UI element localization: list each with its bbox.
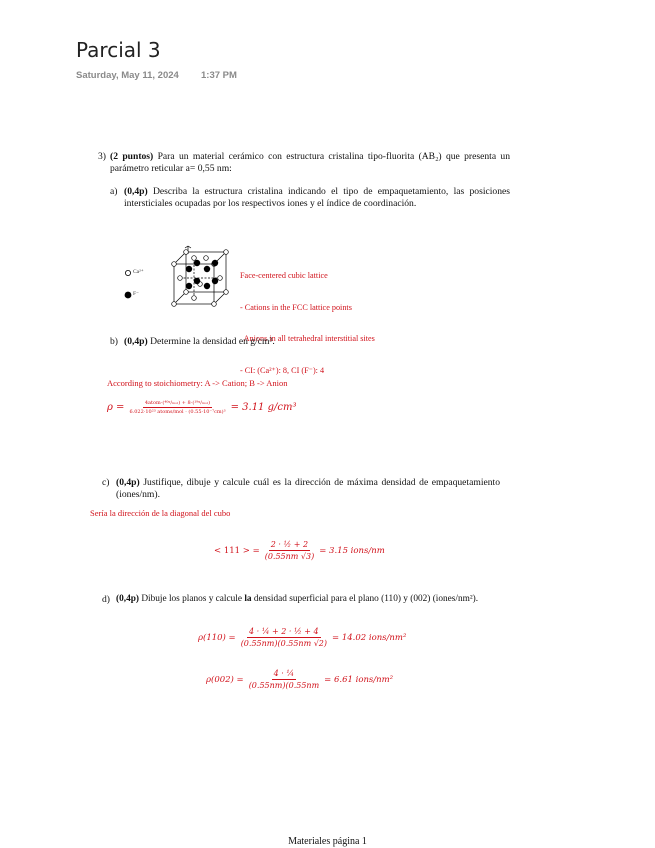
part-c-points: (0,4p): [116, 477, 140, 488]
unit-cell-drawing: [122, 244, 240, 316]
planar-density-002-equation: [206, 669, 393, 690]
planar-density-110-fraction: [239, 627, 329, 648]
figure-note-1: Face-centered cubic lattice: [240, 271, 328, 280]
density-lhs: ρ =: [107, 402, 125, 413]
part-a-label: a): [110, 186, 118, 197]
linear-density-fraction: [263, 540, 317, 561]
part-c-label: c): [102, 477, 110, 488]
part-a-points: (0,4p): [124, 186, 148, 197]
page-title: Parcial 3: [76, 38, 161, 62]
page-date: Saturday, May 11, 2024: [76, 70, 179, 81]
linear-density-lhs: < 111 > =: [214, 545, 260, 556]
planar-density-110-lhs: ρ(110) =: [198, 632, 236, 643]
linear-density-equation: [214, 540, 385, 561]
problem-points: (2 puntos): [110, 151, 154, 162]
planar-density-002-numerator: 4 · ¼: [273, 669, 295, 678]
planar-density-110-denominator: (0.55nm)(0.55nm √2): [240, 639, 328, 648]
part-d-label: d): [102, 594, 110, 605]
legend-anion-icon: [125, 292, 132, 299]
linear-density-result: = 3.15 ions/nm: [319, 545, 385, 556]
figure-notes: [240, 250, 375, 387]
planar-density-002-fraction: [247, 669, 321, 690]
fluorite-unit-cell-figure: [122, 244, 240, 316]
planar-density-002-lhs: ρ(002) =: [206, 674, 244, 685]
page-time: 1:37 PM: [201, 70, 237, 81]
stoichiometry-note: According to stoichiometry: A -> Cation; B -> Anion: [107, 378, 288, 388]
planar-density-110-equation: [198, 627, 406, 648]
density-result: = 3.11 g/cm³: [230, 402, 297, 413]
density-equation: [107, 400, 296, 415]
figure-note-2: - Cations in the FCC lattice points: [240, 302, 352, 312]
legend-cation-label: Ca²⁺: [133, 269, 144, 275]
part-c-question: [116, 477, 500, 500]
planar-density-002-result: = 6.61 ions/nm²: [324, 674, 394, 685]
planar-density-002-denominator: (0.55nm)(0.55nm: [248, 681, 320, 690]
part-d-text-bold: la: [244, 594, 252, 604]
part-a-text: Describa la estructura cristalina indicando el tipo de empaquetamiento, las posiciones intersticiales ocupadas por los respectivos iones y el índice de coordinación.: [124, 186, 510, 209]
direction-note: Sería la dirección de la diagonal del cubo: [90, 508, 231, 518]
planar-density-110-result: = 14.02 ions/nm²: [332, 632, 407, 643]
legend-cation-icon: [125, 270, 130, 275]
linear-density-denominator: (0.55nm √3): [264, 552, 315, 561]
problem-number: 3): [98, 151, 106, 162]
part-b-question: [124, 336, 275, 348]
figure-note-3: Anions in all tetrahedral interstitial sites: [240, 334, 375, 343]
problem-statement: [110, 151, 510, 174]
planar-density-110-numerator: 4 · ¼ + 2 · ½ + 4: [249, 627, 319, 636]
part-d-question: [116, 594, 478, 606]
part-d-text-pre: Dibuje los planos y calcule: [141, 594, 245, 604]
part-b-label: b): [110, 336, 118, 347]
density-fraction: [127, 400, 227, 415]
problem-text: Para un material cerámico con estructura cristalina tipo-fluorita (AB₂) que presenta un parámetro reticular a= 0,55 nm:: [110, 151, 510, 174]
part-b-text: Determine la densidad en g/cm³.: [150, 336, 275, 347]
density-numerator: 4atom·(⁴⁰ᵍ/ₘₒₗ) + 8·(¹⁹ᵍ/ₘₒₗ): [144, 400, 211, 406]
density-denominator: 6.022·10²³ atoms/mol · (0.55·10⁻⁷cm)³: [129, 409, 226, 415]
page-footer: Materiales página 1: [288, 836, 367, 847]
part-d-points: (0,4p): [116, 594, 139, 604]
part-d-text-post: densidad superficial para el plano (110) y (002) (iones/nm²).: [251, 594, 479, 604]
part-c-text: Justifique, dibuje y calcule cuál es la dirección de máxima densidad de empaquetamiento (iones/nm).: [116, 477, 500, 500]
linear-density-numerator: 2 · ½ + 2: [270, 540, 309, 549]
part-a-question: [124, 186, 510, 209]
figure-note-4: - CI: (Ca²⁺): 8, CI (F⁻): 4: [240, 365, 325, 375]
legend-anion-label: F⁻: [133, 291, 139, 297]
part-b-points: (0,4p): [124, 336, 148, 347]
